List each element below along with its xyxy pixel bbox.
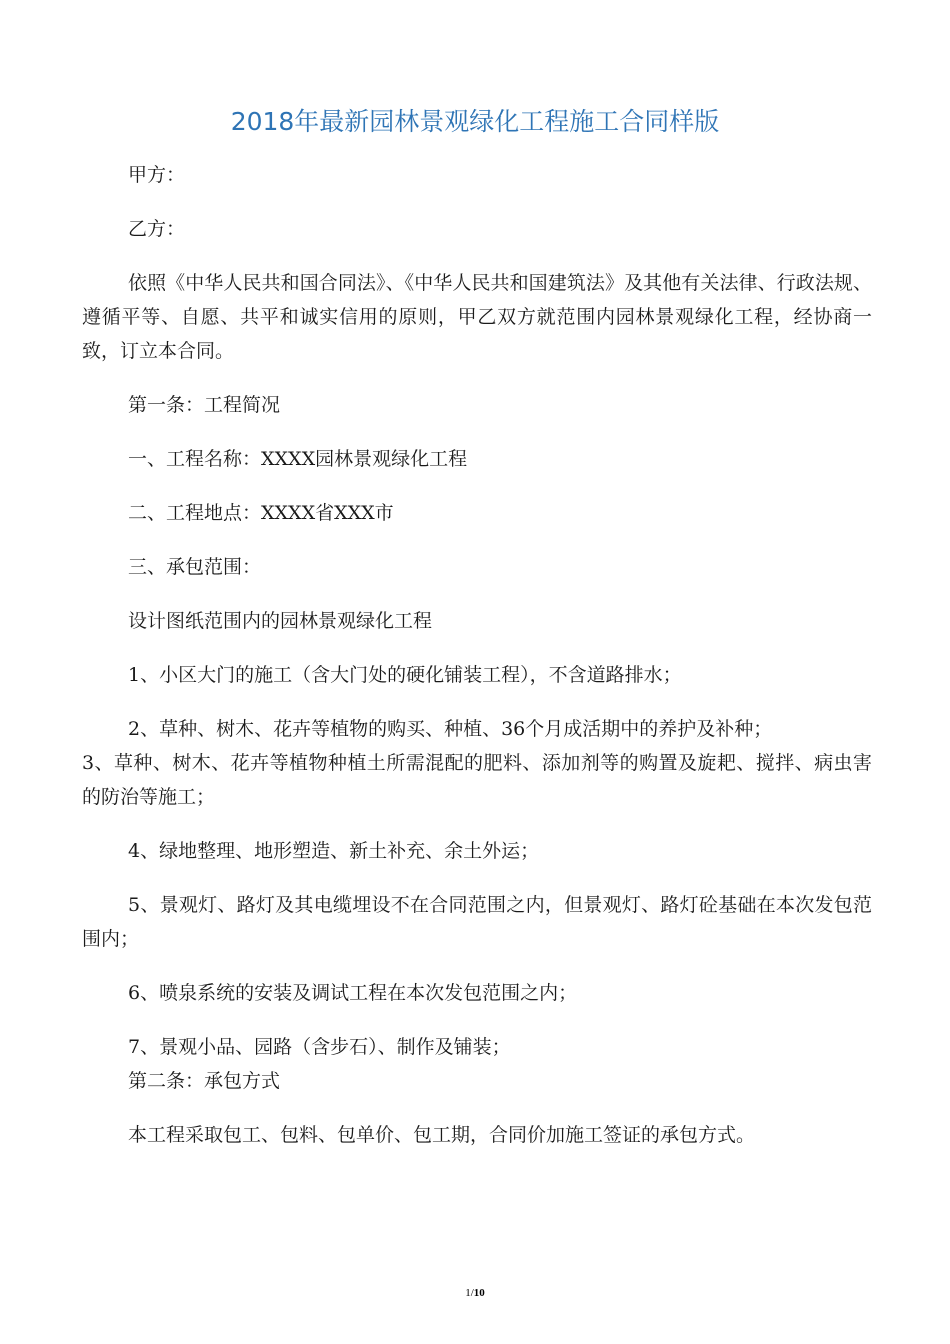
document-title: 2018年最新园林景观绿化工程施工合同样版 <box>230 107 720 136</box>
paragraph-contract-scope: 三、承包范围： <box>128 556 262 578</box>
paragraph-preamble: 依照《中华人民共和国合同法》、《中华人民共和国建筑法》及其他有关法律、行政法规、遵循平等、自愿、共平和诚实信用的原则，甲乙双方就范围内园林景观绿化工程，经协商一致，订立本合同。 <box>82 272 872 362</box>
list-item-scope-2: 2、草种、树木、花卉等植物的购买、种植、36个月成活期中的养护及补种； <box>128 718 773 740</box>
paragraph-scope-desc: 设计图纸范围内的园林景观绿化工程 <box>128 610 433 632</box>
page-number-current: 1/ <box>465 1287 474 1299</box>
page-number <box>0 1286 950 1300</box>
paragraph-party-b: 乙方： <box>128 218 186 240</box>
list-item-scope-1: 1、小区大门的施工（含大门处的硬化铺装工程），不含道路排水； <box>128 664 682 686</box>
list-item-scope-7: 7、景观小品、园路（含步石）、制作及铺装； <box>128 1036 511 1058</box>
list-item-scope-4: 4、绿地整理、地形塑造、新土补充、余土外运； <box>128 840 540 862</box>
page-number-total: 10 <box>473 1287 485 1299</box>
list-item-scope-6: 6、喷泉系统的安装及调试工程在本次发包范围之内； <box>128 982 578 1004</box>
paragraph-project-name: 一、工程名称：XXXX园林景观绿化工程 <box>128 448 468 470</box>
document-body <box>82 158 872 1172</box>
paragraph-contract-method: 本工程采取包工、包料、包单价、包工期，合同价加施工签证的承包方式。 <box>128 1124 756 1146</box>
list-item-scope-3: 3、草种、树木、花卉等植物种植土所需混配的肥料、添加剂等的购置及旋耙、搅拌、病虫害的防治等施工； <box>82 752 872 808</box>
heading-article-1: 第一条：工程简况 <box>128 394 281 416</box>
heading-article-2: 第二条：承包方式 <box>128 1070 281 1092</box>
paragraph-project-location: 二、工程地点：XXXX省XXX市 <box>128 502 394 524</box>
list-item-scope-5: 5、景观灯、路灯及其电缆埋设不在合同范围之内，但景观灯、路灯砼基础在本次发包范围内； <box>82 894 872 950</box>
paragraph-party-a: 甲方： <box>128 164 186 186</box>
